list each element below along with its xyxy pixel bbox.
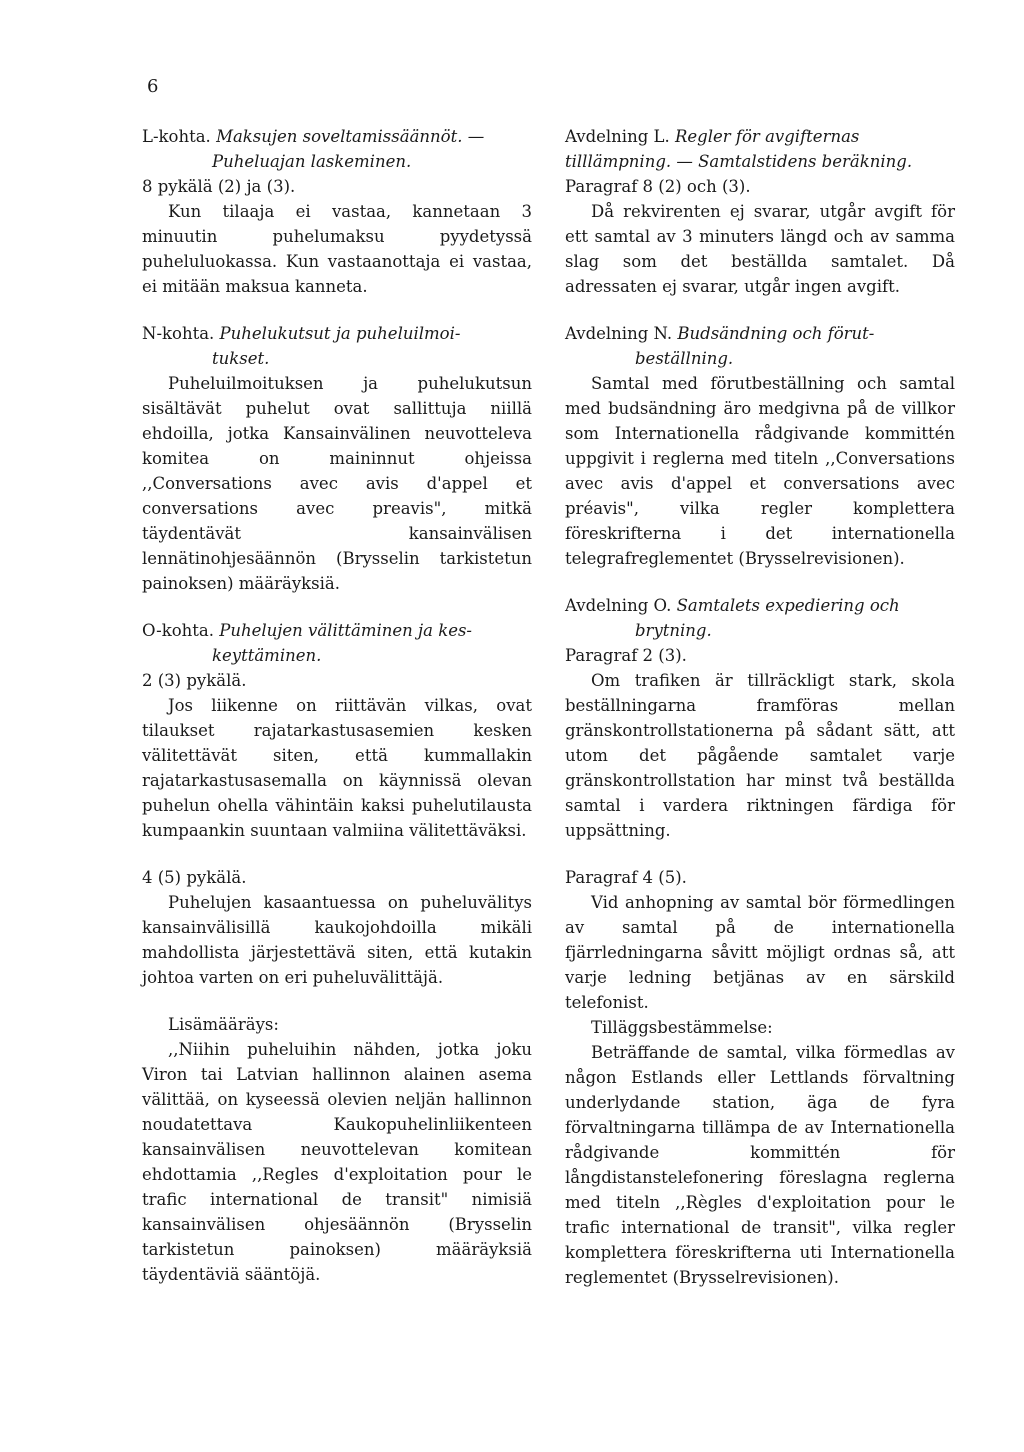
fi-section-l-prefix: L-kohta. [142, 127, 211, 146]
finnish-column [142, 124, 532, 1309]
fi-section-n [142, 321, 532, 596]
sv-section-l-ref: Paragraf 8 (2) och (3). [565, 177, 751, 196]
fi-section-o-prefix: O-kohta. [142, 621, 214, 640]
fi-section-o-subtitle: keyttäminen. [212, 646, 322, 665]
sv-section-l-text: Då rekvirenten ej svarar, utgår avgift för ett samtal av 3 minuters längd och av samma slag som det beställda samtalet. Då adressaten ej svarar, utgår ingen avgift. [565, 202, 955, 296]
fi-section-o-text: Jos liikenne on riittävän vilkas, ovat tilaukset rajatarkastusasemien kesken välitettävät siten, että kummallakin rajatarkastusasemalla on käynnissä olevan puhelun ohella vähintäin kaksi puhelutilausta kumpaankin suuntaan valmiina välitettäväksi. [142, 696, 532, 840]
sv-section-l-heading [565, 124, 955, 174]
fi-section-l-subtitle: Puheluajan laskeminen. [212, 152, 412, 171]
fi-section-n-text: Puheluilmoituksen ja puhelukutsun sisältävät puhelut ovat sallittuja niillä ehdoilla, jotka Kansainvälinen neuvotteleva komitea on maininnut ohjeissa ,,Conversations avec avis d'appel et conversations avec preavis", mitkä täydentävät kansainvälisen lennätinohjesäännön (Brysselin tarkistetun painoksen) määräyksiä. [142, 374, 532, 593]
sv-section-n [565, 321, 955, 571]
fi-section-o-ref: 2 (3) pykälä. [142, 671, 247, 690]
fi-section-o [142, 618, 532, 843]
sv-section-o-heading [565, 593, 955, 618]
fi-section-4 [142, 865, 532, 1287]
fi-supplement-text: ,,Niihin puheluihin nähden, jotka joku Viron tai Latvian hallinnon alainen asema välittää, on kyseessä olevien neljän hallinnon noudatettava Kaukopuhelinliikenteen kansainvälisen neuvottelevan komitean ehdottamia ,,Regles d'exploitation pour le trafic international de transit" nimisiä kansainvälisen ohjesäännön (Brysselin tarkistetun painoksen) määräyksiä täydentäviä sääntöjä. [142, 1040, 532, 1284]
fi-section-l-title: Maksujen soveltamissäännöt. — [216, 127, 485, 146]
fi-section-n-subtitle: tukset. [212, 349, 270, 368]
sv-section-o-prefix: Avdelning O. [565, 596, 672, 615]
sv-section-o [565, 593, 955, 843]
swedish-column [565, 124, 955, 1312]
sv-section-l-prefix: Avdelning L. [565, 127, 670, 146]
fi-section-4-ref: 4 (5) pykälä. [142, 868, 247, 887]
fi-section-l-text: Kun tilaaja ei vastaa, kannetaan 3 minuutin puhelumaksu pyydetyssä puheluluokassa. Kun vastaanottaja ei vastaa, ei mitään maksua kanneta. [142, 202, 532, 296]
sv-section-n-heading [565, 321, 955, 346]
fi-section-l-heading [142, 124, 532, 149]
sv-section-o-ref: Paragraf 2 (3). [565, 646, 687, 665]
fi-section-l-ref: 8 pykälä (2) ja (3). [142, 177, 296, 196]
fi-section-n-heading [142, 321, 532, 346]
sv-supplement-label: Tilläggsbestämmelse: [591, 1018, 773, 1037]
sv-section-n-text: Samtal med förutbeställning och samtal med budsändning äro medgivna på de villkor som Internationella rådgivande kommittén uppgivit i reglerna med titeln ,,Conversations avec avis d'appel et conversations avec préavis", vilka regler komplettera föreskrifterna i det internationella telegrafreglementet (Brysselrevisionen). [565, 374, 955, 568]
sv-section-4 [565, 865, 955, 1290]
fi-section-o-heading [142, 618, 532, 643]
fi-section-4-text: Puhelujen kasaantuessa on puheluvälitys kansainvälisillä kaukojohdoilla mikäli mahdollista järjestettävä siten, että kutakin johtoa varten on eri puheluvälittäjä. [142, 893, 532, 987]
sv-section-4-text: Vid anhopning av samtal bör förmedlingen av samtal på de internationella fjärrledningarna såvitt möjligt ordnas så, att varje ledning betjänas av en särskild telefonist. [565, 893, 955, 1012]
fi-section-n-title: Puhelukutsut ja puheluilmoi- [219, 324, 461, 343]
fi-section-n-prefix: N-kohta. [142, 324, 215, 343]
sv-section-n-title: Budsändning och förut- [677, 324, 875, 343]
fi-section-l [142, 124, 532, 299]
sv-section-n-prefix: Avdelning N. [565, 324, 673, 343]
sv-section-l-title: Regler för avgifternas tilllämpning. — Samtalstidens beräkning. [565, 127, 913, 171]
sv-section-4-ref: Paragraf 4 (5). [565, 868, 687, 887]
page-number: 6 [147, 76, 159, 97]
sv-supplement-text: Beträffande de samtal, vilka förmedlas av någon Estlands eller Lettlands förvaltning underlydande station, äga de fyra förvaltningarna tillämpa de av Internationella rådgivande kommittén för långdistanstelefonering föreslagna reglerna med titeln ,,Règles d'exploitation pour le trafic international de transit", vilka regler komplettera föreskrifterna uti Internationella reglementet (Brysselrevisionen). [565, 1043, 955, 1287]
sv-section-l [565, 124, 955, 299]
fi-supplement-label: Lisämääräys: [168, 1015, 279, 1034]
sv-section-o-title: Samtalets expediering och [676, 596, 900, 615]
fi-section-o-title: Puhelujen välittäminen ja kes- [219, 621, 473, 640]
sv-section-o-text: Om trafiken är tillräckligt stark, skola beställningarna framföras mellan gränskontrollstationerna på sådant sätt, att utom det pågående samtalet varje gränskontrollstation har minst två beställda samtal i vardera riktningen färdiga för uppsättning. [565, 671, 955, 840]
sv-section-n-subtitle: beställning. [635, 349, 734, 368]
sv-section-o-subtitle: brytning. [635, 621, 712, 640]
